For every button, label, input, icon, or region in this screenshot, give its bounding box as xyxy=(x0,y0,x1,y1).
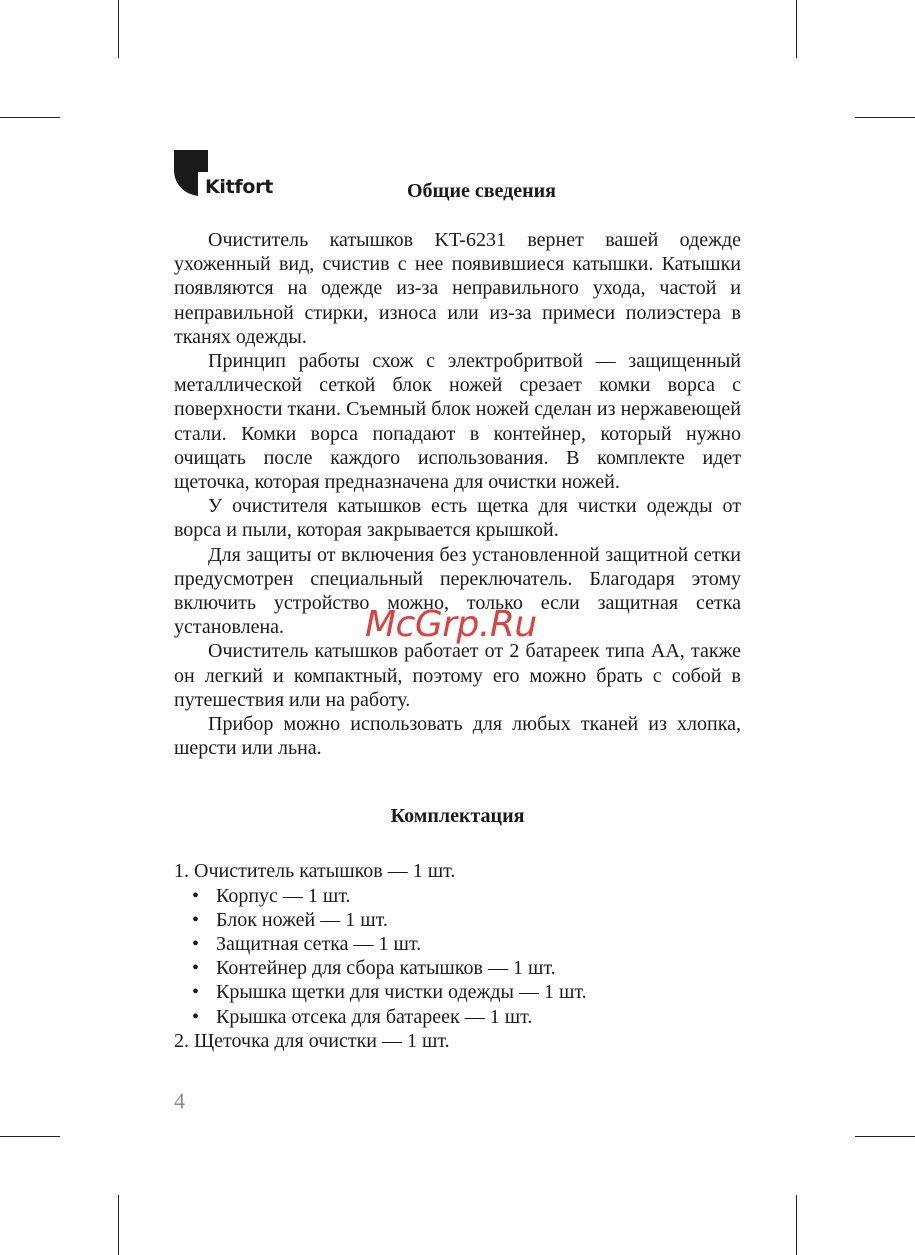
general-info-body xyxy=(174,228,741,760)
kit-subitem xyxy=(174,1005,741,1029)
kit-subitem-text: Блок ножей — 1 шт. xyxy=(216,908,388,931)
bullet-icon: • xyxy=(192,908,200,931)
paragraph: У очистителя катышков есть щетка для чистки одежды от ворса и пыли, которая закрывается крышкой. xyxy=(174,495,741,542)
crop-mark-left-top xyxy=(0,117,60,118)
kit-subitem xyxy=(174,956,741,980)
kit-subitem xyxy=(174,884,741,908)
kit-subitem-text: Защитная сетка — 1 шт. xyxy=(216,933,422,956)
paragraph: Очиститель катышков KT-6231 вернет вашей одежде ухоженный вид, счистив с нее появившиеся катышки. Катышки появляются на одежде из-за неправильного ухода, частой и неправильной стирки, износа или из-за примеси полиэстера в тканях одежды. xyxy=(174,229,741,348)
page-content xyxy=(174,172,741,1053)
crop-mark-top-right xyxy=(796,0,797,58)
paragraph: Принцип работы схож с электробритвой — защищенный металлической сеткой блок ножей срезает комки ворса с поверхности ткани. Съемный блок ножей сделан из нержавеющей стали. Комки ворса попадают в контейнер, который нужно очищать после каждого использования. В комплекте идет щеточка, которая предназначена для очистки ножей. xyxy=(174,350,741,494)
kit-subitem-text: Контейнер для сбора катышков — 1 шт. xyxy=(216,957,556,980)
crop-mark-left-bottom xyxy=(0,1136,60,1137)
kit-list xyxy=(174,859,741,1053)
bullet-icon: • xyxy=(192,1005,200,1028)
kit-item: 2. Щеточка для очистки — 1 шт. xyxy=(174,1029,450,1052)
watermark: McGrp.Ru xyxy=(365,604,537,645)
kit-subitem-text: Крышка отсека для батареек — 1 шт. xyxy=(216,1005,533,1028)
kit-subitem xyxy=(174,908,741,932)
bullet-icon: • xyxy=(192,884,200,907)
page-number: 4 xyxy=(174,1088,185,1113)
kit-item: 1. Очиститель катышков — 1 шт. xyxy=(174,860,456,883)
crop-mark-top-left xyxy=(118,0,119,58)
crop-mark-right-top xyxy=(855,117,915,118)
crop-mark-right-bottom xyxy=(855,1136,915,1137)
bullet-icon: • xyxy=(192,981,200,1004)
section-title-kit: Комплектация xyxy=(390,805,525,828)
kit-subitem xyxy=(174,932,741,956)
paragraph: Для защиты от включения без установленной защитной сетки предусмотрен специальный переключатель. Благодаря этому включить устройство можно, только если защитная сетка установлена. xyxy=(174,543,741,639)
crop-mark-bottom-right xyxy=(796,1195,797,1255)
kit-subitem xyxy=(174,980,741,1004)
kit-subitem-text: Корпус — 1 шт. xyxy=(216,884,351,907)
kit-subitem-text: Крышка щетки для чистки одежды — 1 шт. xyxy=(216,981,587,1004)
crop-mark-bottom-left xyxy=(118,1195,119,1255)
bullet-icon: • xyxy=(192,933,200,956)
bullet-icon: • xyxy=(192,957,200,980)
section-title-general: Общие сведения xyxy=(407,180,556,202)
paragraph: Прибор можно использовать для любых тканей из хлопка, шерсти или льна. xyxy=(174,713,741,760)
paragraph: Очиститель катышков работает от 2 батареек типа АА, также он легкий и компактный, поэтому его можно брать с собой в путешествия или на работу. xyxy=(174,640,741,711)
brand-name: Kitfort xyxy=(205,176,273,198)
